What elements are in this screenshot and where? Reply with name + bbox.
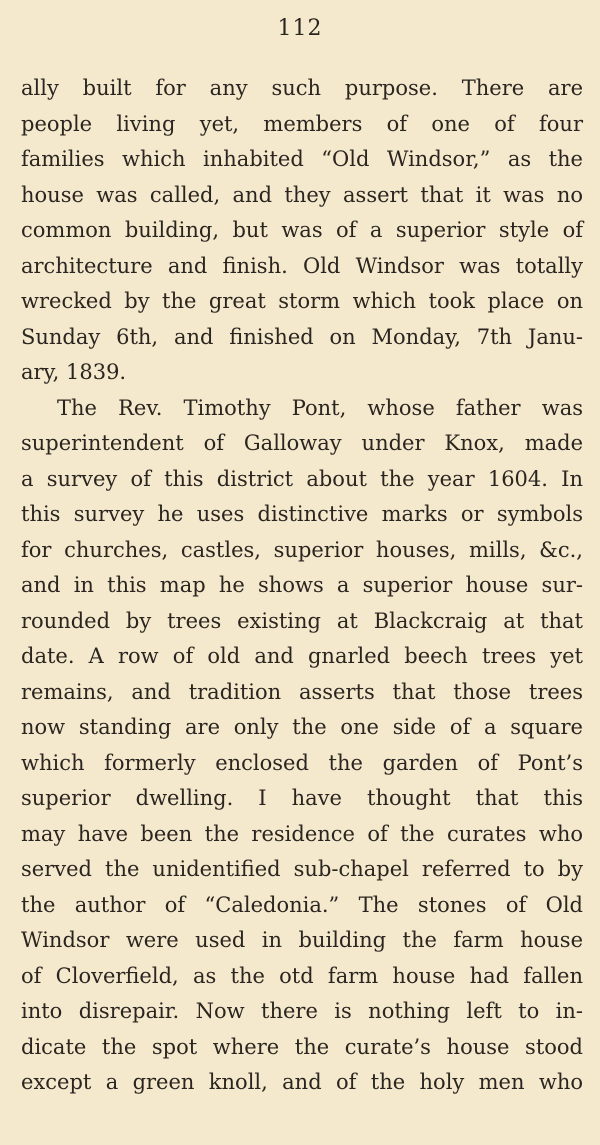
text-line: house was called, and they assert that it was no [21,182,583,207]
text-line: ally built for any such purpose. There are [21,76,583,100]
text-line: remains, and tradition asserts that those trees [21,679,583,704]
text-line: people living yet, members of one of four [21,111,583,136]
body-text [21,71,583,1101]
text-line: superior dwelling. I have thought that this [21,786,583,810]
text-line: wrecked by the great storm which took place on [21,289,583,313]
text-line: Windsor were used in building the farm house [21,928,583,952]
text-line: this survey he uses distinctive marks or symbols [21,502,583,526]
text-line: common building, but was of a superior style of [21,218,583,242]
text-line: date. A row of old and gnarled beech trees yet [21,644,583,668]
text-line: dicate the spot where the curate’s house stood [21,1034,583,1059]
text-line: and in this map he shows a superior house sur- [21,573,583,597]
text-line: into disrepair. Now there is nothing left to in- [21,999,583,1023]
text-line: for churches, castles, superior houses, mills, &c., [21,537,583,562]
page-number: 112 [277,16,323,41]
text-line: of Cloverfield, as the otd farm house had fallen [21,963,583,988]
text-line: the author of “Caledonia.” The stones of Old [21,892,583,917]
paragraph-start-line: The Rev. Timothy Pont, whose father was [57,395,583,420]
text-line: now standing are only the one side of a square [21,715,583,739]
text-line: superintendent of Galloway under Knox, made [21,431,583,455]
text-line: Sunday 6th, and finished on Monday, 7th Janu- [21,324,583,349]
text-line: architecture and finish. Old Windsor was totally [21,253,583,278]
text-line: a survey of this district about the year 1604. In [21,466,583,491]
paragraph-end-line: ary, 1839. [21,360,127,384]
text-line: rounded by trees existing at Blackcraig at that [21,608,583,633]
text-line: served the unidentified sub-chapel referred to by [21,857,583,881]
text-line: except a green knoll, and of the holy men who [21,1070,583,1094]
text-line: families which inhabited “Old Windsor,” as the [21,147,583,171]
text-line: may have been the residence of the curates who [21,821,583,846]
text-line: which formerly enclosed the garden of Pont’s [21,750,583,775]
